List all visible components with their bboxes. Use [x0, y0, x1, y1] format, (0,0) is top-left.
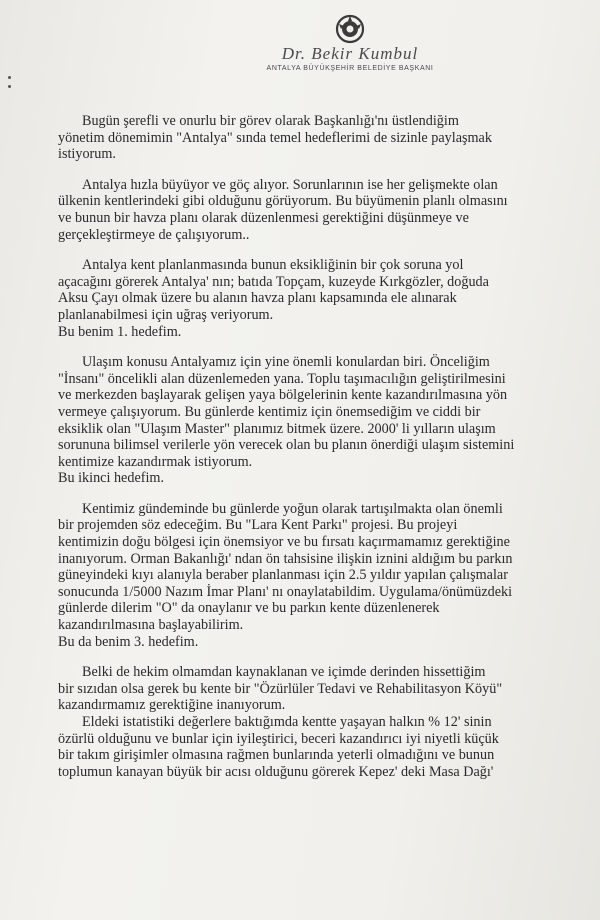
paragraph-basin-plan — [58, 257, 598, 340]
text-line: Antalya kent planlanmasında bunun eksikliğinin bir çok soruna yol — [82, 257, 464, 274]
mayor-signature: Dr. Bekir Kumbul — [281, 44, 419, 63]
text-line: kentimizin doğu bölgesi için önemsiyor ve bu fırsatı kaçırmamamız gerektiğine — [58, 534, 510, 551]
text-line: özürlü olduğunu ve bunlar için iyileştirici, beceri kazandırıcı iyi niyetli küçük — [58, 730, 499, 747]
text-line: bir projemden söz edeceğim. Bu "Lara Kent Parkı" projesi. Bu projeyi — [58, 517, 458, 534]
goal-statement: Bu da benim 3. hedefim. — [58, 633, 199, 650]
paragraph-rehabilitation — [58, 664, 598, 780]
text-line: bir sızıdan olsa gerek bu kente bir "Özürlüler Tedavi ve Rehabilitasyon Köyü" — [58, 680, 503, 697]
text-line: planlanabilmesi için uğraş veriyorum. — [58, 306, 274, 323]
text-line: günlerde dilerim "O" da onaylanır ve bu parkın kente düzenlenerek — [58, 600, 440, 617]
text-line: Ulaşım konusu Antalyamız için yine önemli konulardan biri. Önceliğim — [82, 354, 490, 371]
letter-body — [58, 113, 598, 794]
text-line: kazandırılmasına başlayabilirim. — [58, 617, 244, 634]
text-line: Kentimiz gündeminde bu günlerde yoğun olarak tartışılmakta olan önemli — [82, 500, 503, 517]
text-line: ve bunun bir havza planı olarak düzenlenmesi gerektiğini düşünmeye ve — [58, 209, 469, 226]
text-line: güneyindeki kıyı alanıyla beraber planlanması için 2.5 yıldır yapılan çalışmalar — [58, 567, 508, 584]
text-line: Belki de hekim olmamdan kaynaklanan ve içimde derinden hissettiğim — [82, 664, 486, 681]
text-line: Antalya hızla büyüyor ve göç alıyor. Sorunlarının ise her gelişmekte olan — [82, 176, 498, 193]
text-line: Bugün şerefli ve onurlu bir görev olarak Başkanlığı'nı üstlendiğim — [82, 113, 459, 129]
text-line: gerçekleştirmeye de çalışıyorum.. — [58, 226, 250, 243]
letterhead — [250, 14, 450, 72]
text-line: istiyorum. — [58, 146, 116, 163]
text-line: açacağını görerek Antalya' nın; batıda Topçam, kuzeyde Kırkgözler, doğuda — [58, 273, 489, 290]
text-line: ülkenin kentlerindeki gibi olduğunu görüyorum. Bu büyümenin planlı olmasını — [58, 193, 508, 210]
text-line: sonucunda 1/5000 Nazım İmar Planı' nı onaylatabildim. Uygulama/önümüzdeki — [58, 583, 513, 600]
goal-statement: Bu ikinci hedefim. — [58, 470, 164, 487]
text-line: Eldeki istatistiki değerlere baktığımda kentte yaşayan halkın % 12' sinin — [82, 714, 492, 730]
paragraph-growth — [58, 177, 598, 243]
text-line: inanıyorum. Orman Bakanlığı' ndan ön tahsisine ilişkin iznini aldığım bu parkın — [58, 550, 513, 567]
text-line: vermeye çalışıyorum. Bu günlerde kentimiz için önemsediğim ve ciddi bir — [58, 403, 481, 420]
text-line: toplumun kanayan büyük bir acısı olduğunu görerek Kepez' deki Masa Dağı' — [58, 763, 494, 780]
paragraph-lara-park — [58, 501, 598, 650]
text-line: "İnsanı" öncelikli alan düzenlemeden yana. Toplu taşımacılığın geliştirilmesini — [58, 370, 506, 387]
text-line: sorununa bilimsel verilerle yön verecek olan bu planın önerdiği ulaşım sistemini — [58, 437, 515, 454]
text-line: kentimize kazandırmak istiyorum. — [58, 453, 253, 470]
goal-statement: Bu benim 1. hedefim. — [58, 323, 182, 340]
hole-punch-marks — [8, 76, 11, 94]
text-line: Aksu Çayı olmak üzere bu alanın havza planı kapsamında ele alınarak — [58, 290, 457, 307]
paragraph-intro — [58, 113, 598, 163]
text-line: eksiklik olan "Ulaşım Master" planımız bitmek üzere. 2000' li yılların ulaşım — [58, 420, 496, 437]
text-line: kazandırmamız gerektiğine inanıyorum. — [58, 697, 286, 714]
municipality-logo-icon — [335, 14, 365, 44]
text-line: yönetim dönemimin "Antalya" sında temel hedeflerimi de sizinle paylaşmak — [58, 129, 492, 146]
office-title: ANTALYA BÜYÜKŞEHİR BELEDİYE BAŞKANI — [266, 65, 434, 72]
paragraph-transport — [58, 354, 598, 487]
text-line: bir takım girişimler olmasına rağmen bunlarında yeterli olmadığını ve bunun — [58, 747, 495, 764]
text-line: ve merkezden başlayarak gelişen yaya bölgelerinin kente kazandırılmasına yön — [58, 387, 508, 404]
